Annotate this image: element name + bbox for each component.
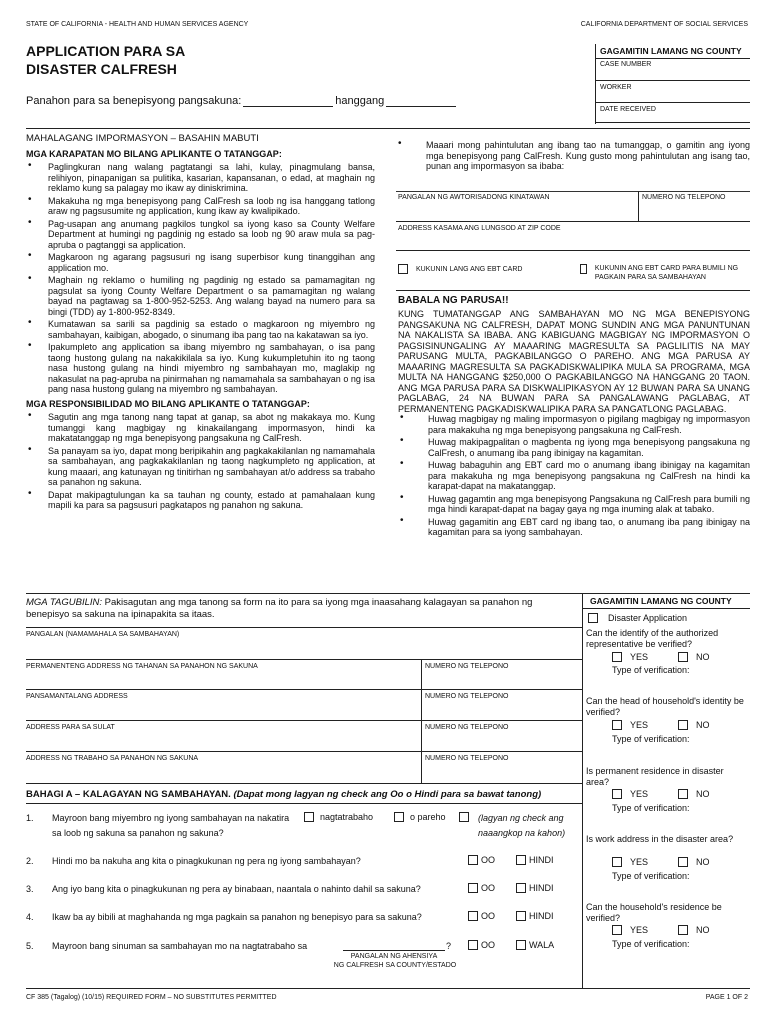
verify-no-checkbox[interactable]: [678, 925, 688, 935]
benefit-period-label: Panahon para sa benepisyong pangsakuna:: [26, 95, 242, 107]
divider-top: [26, 128, 750, 129]
penalty-section: [398, 295, 750, 540]
field-rule-5: [26, 751, 582, 752]
q4-text: Ikaw ba ay bibili at maghahanda ng mga pagkain sa panahon ng benepisyo para sa sakuna?: [52, 912, 422, 922]
penalty-rule: [396, 290, 750, 291]
verify-type-label: Type of verification:: [612, 734, 690, 744]
verify-yes-option[interactable]: [612, 857, 648, 868]
q5-yes-label: OO: [481, 940, 496, 950]
verify-yes-label: YES: [630, 789, 649, 799]
list-item: • Maghain ng reklamo o humiling ng pagdinig ng estado sa pamamagitan ng pagsulat sa iyong County Welfare Department o sa pamamagitan ng walang bayad na pagtawag sa 1-800-952-5253. Ang walang bayad na numero para sa bingi (TDD) ay 1-800-952-8349.: [26, 275, 375, 317]
q3-no-label: HINDI: [529, 883, 554, 893]
verify-type-label: Type of verification:: [612, 803, 690, 813]
list-item: • Paglingkuran nang walang pagtatangi sa lahi, kulay, pinagmulang bansa, relihiyon, pinapanigan sa pulitika, kasarian, kapansanan, o edad, at maghain ng reklamo kung sa palagay mo ikaw ay diniskrimina.: [26, 162, 375, 194]
verify-no-option[interactable]: [678, 789, 710, 800]
verify-type-label: Type of verification:: [612, 665, 690, 675]
q5-agency-line[interactable]: [343, 950, 445, 951]
q2-no-option[interactable]: [516, 855, 554, 866]
name-field[interactable]: PANGALAN (NAMAMAHALA SA SAMBAHAYAN): [26, 631, 180, 638]
disaster-app-label: Disaster Application: [608, 613, 688, 623]
ebt-card-label: KUKUNIN LANG ANG EBT CARD: [416, 265, 523, 273]
verify-yes-checkbox[interactable]: [612, 652, 622, 662]
footer-rule: [26, 988, 750, 989]
q3-no-option[interactable]: [516, 883, 554, 894]
responsibilities-heading: MGA RESPONSIBILIDAD MO BILANG APLIKANTE O TATANGGAP:: [26, 398, 310, 409]
benefit-period-until: hanggang: [335, 95, 385, 107]
verify-yes-option[interactable]: [612, 925, 648, 936]
authorize-note: [396, 140, 750, 174]
q2-number: 2.: [26, 856, 34, 866]
verify-no-option[interactable]: [678, 925, 710, 936]
footer-left: CF 385 (Tagalog) (10/15) REQUIRED FORM – NO SUBSTITUTES PERMITTED: [26, 994, 277, 1001]
q1-text-1: Mayroon bang miyembro ng iyong sambahayan na nakatira: [52, 813, 290, 823]
divider-lower: [26, 593, 750, 594]
q4-no-option[interactable]: [516, 911, 554, 922]
q2-text: Hindi mo ba nakuha ang kita o pinagkukunan ng pera ng iyong sambahayan?: [52, 856, 361, 866]
responsibilities-list: [26, 412, 375, 511]
verify-no-label: NO: [696, 652, 710, 662]
list-item: • Huwag makipagpalitan o magbenta ng iyong mga benepisyong pangsakuna ng CalFresh, o anumang iba pang ibinigay na kagamitan.: [398, 437, 750, 458]
perm-address-field[interactable]: PERMANENTENG ADDRESS NG TAHANAN SA PANAHON NG SAKUNA: [26, 663, 258, 670]
auth-rule-top: [396, 191, 750, 192]
verify-no-checkbox[interactable]: [678, 652, 688, 662]
verify-no-option[interactable]: [678, 857, 710, 868]
q5-sub-1: PANGALAN NG AHENSIYA: [350, 953, 438, 960]
list-item: • Dapat makipagtulungan ka sa tauhan ng county, estado at pamahalaan kung mapili ka para sa pagsusuri pagkatapos ng panahon ng sakuna.: [26, 490, 375, 511]
case-number-field[interactable]: CASE NUMBER: [596, 59, 750, 81]
list-item: • Huwag gagamtin ang mga benepisyong Pangsakuna ng CalFresh para bumili ng mga hindi karapat-dapat na bagay gaya ng mga inuming alak at tabako.: [398, 494, 750, 515]
verify-yes-option[interactable]: [612, 652, 648, 663]
q1-note-1: (lagyan ng check ang: [478, 813, 564, 823]
q4-number: 4.: [26, 912, 34, 922]
penalty-text: KUNG TUMATANGGAP ANG SAMBAHAYAN MO NG MGA BENEPISYONG PANGSAKUNA NG CALFRESH, DAPAT MONG SUNDIN ANG MGA PANUNTUNAN NA NAKALISTA SA IBABA. ANG KABIGUANG MAGBIGAY NG IMPORMASYON O PAGSISINUNGALING AY MAAARING MAGRESULTA SA PAGLILITIS NA MAY PARUSANG MULTA, PAGKABILANGGO O PAREHO. ANG MGA PARUSA AY MAAARING MAGRESULTA SA PAGKADISKWALIPIKA MULA SA PROGRAMA, MGA MULTA NA HANGGANG $250,000 O PAGKABILANGGO NA HANGGANG 20 TAON. ANG MGA PARUSA PARA SA DISKWALIPIKASYON AY 12 BUWAN PARA SA UNANG PAGLABAG, 24 NA BUWAN PARA SA PANGALAWANG PAGLABAG, AT PERMANENTENG PAGKADISKWALIPIKA PARA SA PANGATLONG PAGLABAG.: [398, 309, 750, 414]
q1-working-label: nagtatrabaho: [320, 812, 374, 822]
verify-no-label: NO: [696, 857, 710, 867]
important-heading: MAHALAGANG IMPORMASYON – BASAHIN MABUTI: [26, 133, 259, 144]
temp-phone-field[interactable]: NUMERO NG TELEPONO: [425, 693, 509, 700]
county-box-title: GAGAMITIN LAMANG NG COUNTY: [596, 44, 750, 59]
auth-rule-mid: [396, 221, 750, 222]
verify-yes-checkbox[interactable]: [612, 720, 622, 730]
q2-yes-option[interactable]: [468, 855, 495, 866]
auth-divider: [638, 191, 639, 221]
q5-yes-checkbox[interactable]: [468, 940, 478, 950]
benefit-end-field[interactable]: [386, 97, 456, 107]
verify-yes-option[interactable]: [612, 789, 648, 800]
q5-none-checkbox[interactable]: [516, 940, 526, 950]
county-only-title: GAGAMITIN LAMANG NG COUNTY: [590, 596, 732, 606]
q3-yes-option[interactable]: [468, 883, 495, 894]
verify-question: Can the identify of the authorized representative be verified?: [586, 628, 719, 649]
q5-text: Mayroon bang sinuman sa sambahayan mo na nagtatrabaho sa: [52, 941, 308, 951]
county-only-rule: [582, 608, 750, 609]
q3-text: Ang iyo bang kita o pinagkukunan ng pera ay binabaan, naantala o nahinto dahil sa sakuna?: [52, 884, 421, 894]
list-item: • Huwag magbigay ng maling impormasyon o pigilang magbigay ng impormasyon para makakuha ng mga benepisyong pangsakuna ng CalFresh.: [398, 414, 750, 435]
county-col-divider: [582, 593, 583, 988]
form-title: [26, 42, 185, 78]
temp-address-field[interactable]: PANSAMANTALANG ADDRESS: [26, 693, 128, 700]
auth-rule-bottom: [396, 250, 750, 251]
ebt-card-checkbox[interactable]: [398, 264, 408, 274]
verify-yes-label: YES: [630, 925, 649, 935]
auth-phone-label: NUMERO NG TELEPONO: [642, 194, 726, 201]
verify-no-label: NO: [696, 925, 710, 935]
agency-right: CALIFORNIA DEPARTMENT OF SOCIAL SERVICES: [580, 21, 748, 28]
ebt-card-option[interactable]: [398, 264, 522, 274]
q1-text-2: sa loob ng sakuna sa panahon ng sakuna?: [52, 828, 224, 838]
part-a-heading: [26, 789, 541, 800]
field-rule-3: [26, 689, 582, 690]
q4-yes-checkbox[interactable]: [468, 911, 478, 921]
verify-yes-label: YES: [630, 720, 649, 730]
q4-yes-label: OO: [481, 911, 496, 921]
disaster-app-option[interactable]: [588, 613, 687, 624]
work-address-field[interactable]: ADDRESS NG TRABAHO SA PANAHON NG SAKUNA: [26, 755, 199, 762]
auth-name-label: PANGALAN NG AWTORISADONG KINATAWAN: [398, 194, 550, 201]
q5-number: 5.: [26, 941, 34, 951]
phone-col-divider: [421, 659, 422, 783]
verify-yes-label: YES: [630, 652, 649, 662]
q3-yes-checkbox[interactable]: [468, 883, 478, 893]
rights-heading: MGA KARAPATAN MO BILANG APLIKANTE O TATANGGAP:: [26, 148, 282, 159]
verify-question: Can the household's residence be verified?: [586, 902, 722, 923]
part-a-title: BAHAGI A – KALAGAYAN NG SAMBAHAYAN.: [26, 789, 231, 800]
q4-yes-option[interactable]: [468, 911, 495, 922]
form-title-line1: APPLICATION PARA SA: [26, 43, 186, 59]
q1-note-2: naaangkop na kahon): [478, 828, 566, 838]
q1-both-option[interactable]: [394, 812, 446, 823]
field-rule-6: [26, 783, 582, 784]
verify-no-checkbox[interactable]: [678, 789, 688, 799]
verify-type-label: Type of verification:: [612, 871, 690, 881]
verify-no-option[interactable]: [678, 720, 710, 731]
form-title-line2: DISASTER CALFRESH: [26, 61, 177, 77]
q2-yes-checkbox[interactable]: [468, 855, 478, 865]
penalty-list: [398, 414, 750, 538]
agency-left: STATE OF CALIFORNIA - HEALTH AND HUMAN SERVICES AGENCY: [26, 21, 249, 28]
auth-address-label: ADDRESS KASAMA ANG LUNGSOD AT ZIP CODE: [398, 225, 561, 232]
mail-address-field[interactable]: ADDRESS PARA SA SULAT: [26, 724, 115, 731]
q4-no-checkbox[interactable]: [516, 911, 526, 921]
q1-number: 1.: [26, 813, 34, 823]
verify-no-label: NO: [696, 720, 710, 730]
list-item: • Ipakumpleto ang application sa ibang miyembro ng sambahayan, o isa pang taong hustong gulang na nakakikilala sa iyo. Kung kukumpletuhin ito ng taong nasa hustong gulang na hindi miyembro ng sambahayan mo, maglakip ng nakasulat na pag-apruba na pinirmahan ng namamahala sa sambahayan o ng isa pang nasa hustong gulang na miyembro ng sambahayan.: [26, 342, 375, 395]
q5-yes-option[interactable]: [468, 940, 495, 951]
list-item: • Maaari mong pahintulutan ang ibang tao na tumanggap, o gamitin ang iyong mga benepisyong pang CalFresh. Kung gusto mong pahintulutan ang isang tao, punan ang impormasyon sa ibaba:: [396, 140, 750, 172]
list-item: • Sa panayam sa iyo, dapat mong beripikahin ang pagkakakilanlan ng namamahala sa sambahayan, ang pagkakakilanlan ng taong nagkumpleto ng application, at kung maaari, ang katunayan ng tinitirhan ng sambahayan at/o address sa trabaho sa panahon ng sakuna.: [26, 446, 375, 488]
instructions-lead: MGA TAGUBILIN:: [26, 597, 103, 608]
benefit-start-field[interactable]: [243, 97, 333, 107]
county-use-box: [595, 44, 750, 124]
q1-working-checkbox[interactable]: [304, 812, 314, 822]
q5-none-option[interactable]: [516, 940, 554, 951]
q1-both-label: o pareho: [410, 812, 446, 822]
q1-residence-checkbox[interactable]: [459, 812, 469, 822]
q4-no-label: HINDI: [529, 911, 554, 921]
important-info: [26, 134, 375, 513]
verify-no-label: NO: [696, 789, 710, 799]
mail-phone-field[interactable]: NUMERO NG TELEPONO: [425, 724, 509, 731]
footer-right: PAGE 1 OF 2: [705, 994, 748, 1001]
instructions-text: Pakisagutan ang mga tanong sa form na ito para sa iyong mga inaasahang kalagayan sa panahon ng benepisyo sa sakuna na ipinapakita sa itaas.: [26, 597, 533, 620]
q1-both-checkbox[interactable]: [394, 812, 404, 822]
worker-field[interactable]: WORKER: [596, 81, 750, 103]
verify-yes-option[interactable]: [612, 720, 648, 731]
q5-sub-2: NG CALFRESH SA COUNTY/ESTADO: [333, 962, 457, 969]
q2-yes-label: OO: [481, 855, 496, 865]
list-item: • Huwag gagamitin ang EBT card ng ibang tao, o anumang iba pang ibinigay na kagamitan para sa iyong sambahayan.: [398, 517, 750, 538]
q3-no-checkbox[interactable]: [516, 883, 526, 893]
verify-type-label: Type of verification:: [612, 939, 690, 949]
field-rule-4: [26, 720, 582, 721]
part-a-rule: [26, 803, 582, 804]
verify-yes-label: YES: [630, 857, 649, 867]
benefit-period: [26, 95, 456, 107]
part-a-note: (Dapat mong lagyan ng check ang Oo o Hindi para sa bawat tanong): [233, 789, 542, 800]
verify-question: Can the head of household's identity be verified?: [586, 696, 744, 717]
date-received-field[interactable]: DATE RECEIVED: [596, 103, 750, 123]
q1-working-option[interactable]: [304, 812, 373, 823]
verify-yes-checkbox[interactable]: [612, 857, 622, 867]
q2-no-label: HINDI: [529, 855, 554, 865]
work-phone-field[interactable]: NUMERO NG TELEPONO: [425, 755, 509, 762]
list-item: • Makakuha ng mga benepisyong pang CalFresh sa loob ng isa hanggang tatlong araw ng pagsusumite ng application, kung ikaw ay kwalipikado.: [26, 196, 375, 217]
list-item: • Kumatawan sa sarili sa pagdinig sa estado o magkaroon ng miyembro ng sambahayan, kaibigan, abogado, o sinumang iba pang tao na kakatawan sa iyo.: [26, 319, 375, 340]
list-item: • Pag-usapan ang anumang pagkilos tungkol sa iyong kaso sa County Welfare Department at humingi ng pagdinig ng estado sa loob ng 90 araw mula sa pag-apruba o pagtanggi sa application.: [26, 219, 375, 251]
q2-no-checkbox[interactable]: [516, 855, 526, 865]
verify-question: Is permanent residence in disaster area?: [586, 766, 724, 787]
ebt-food-option[interactable]: [580, 264, 750, 282]
q3-yes-label: OO: [481, 883, 496, 893]
verify-question: Is work address in the disaster area?: [586, 834, 734, 844]
q5-none-label: WALA: [529, 940, 555, 950]
list-item: • Magkaroon ng agarang pagsusuri ng isang superbisor kung tinanggihan ang application mo.: [26, 252, 375, 273]
field-rule-2: [26, 659, 582, 660]
verify-yes-checkbox[interactable]: [612, 789, 622, 799]
disaster-app-checkbox[interactable]: [588, 613, 598, 623]
list-item: • Huwag babaguhin ang EBT card mo o anumang ibang ibinigay na kagamitan para makakuha ng mga benepisyong pangsakuna ng CalFresh na hindi ka karapat-dapat na makatanggap.: [398, 460, 750, 492]
verify-no-checkbox[interactable]: [678, 857, 688, 867]
ebt-food-checkbox[interactable]: [580, 264, 587, 274]
field-rule-1: [26, 627, 582, 628]
list-item: • Sagutin ang mga tanong nang tapat at ganap, sa abot ng makakaya mo. Kung tumanggi kang magbigay ng kinakailangang impormasyon, hindi ka makatatanggap ng mga benepisyong pangsakuna ng CalFresh.: [26, 412, 375, 444]
instructions: [26, 597, 576, 621]
verify-no-checkbox[interactable]: [678, 720, 688, 730]
verify-yes-checkbox[interactable]: [612, 925, 622, 935]
q3-number: 3.: [26, 884, 34, 894]
verify-no-option[interactable]: [678, 652, 710, 663]
penalty-heading: BABALA NG PARUSA!!: [398, 295, 509, 306]
perm-phone-field[interactable]: NUMERO NG TELEPONO: [425, 663, 509, 670]
ebt-food-label: KUKUNIN ANG EBT CARD PARA BUMILI NG PAGKAIN PARA SA SAMBAHAYAN: [594, 265, 739, 281]
q5-question-mark: ?: [446, 941, 452, 951]
rights-list: [26, 162, 375, 395]
